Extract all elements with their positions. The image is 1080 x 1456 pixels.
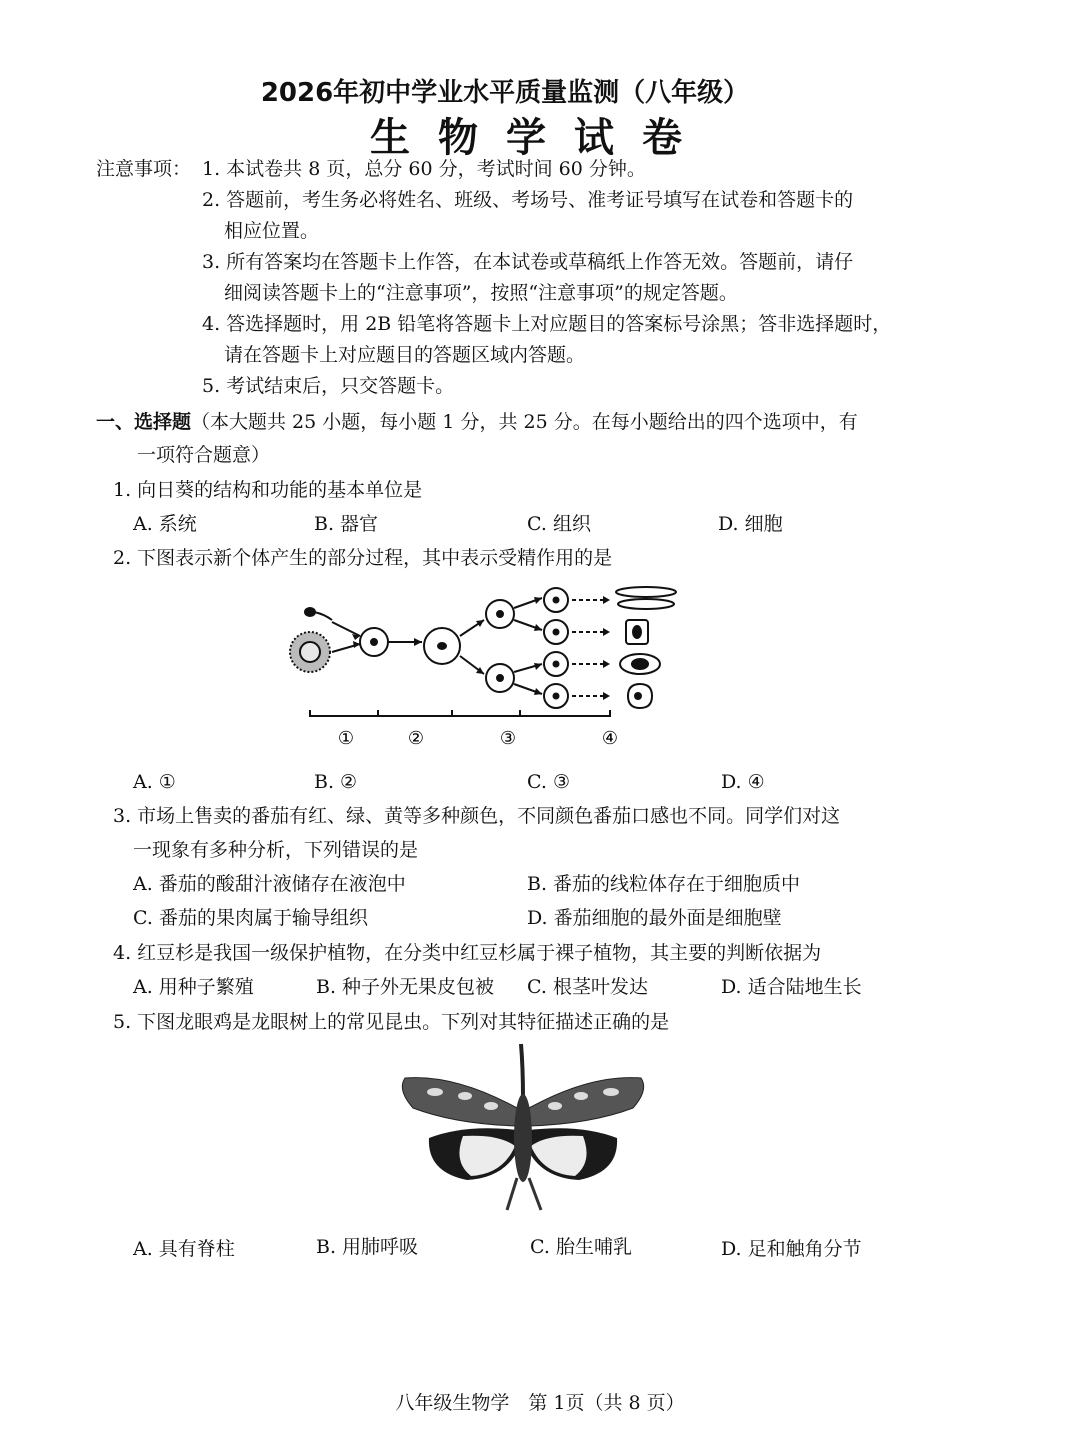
note-item: 4. 答选择题时，用 2B 铅笔将答题卡上对应题目的答案标号涂黑；答非选择题时，: [202, 313, 892, 335]
note-item: 2. 答题前，考生务必将姓名、班级、考场号、准考证号填写在试卷和答题卡的: [202, 189, 854, 211]
note-item: 1. 本试卷共 8 页，总分 60 分，考试时间 60 分钟。: [202, 158, 646, 180]
question-stem: 4. 红豆杉是我国一级保护植物，在分类中红豆杉属于裸子植物，其主要的判断依据为: [113, 942, 822, 964]
sperm-tail: [314, 612, 332, 620]
note-item: 5. 考试结束后，只交答题卡。: [202, 375, 455, 397]
insect-body: [514, 1094, 532, 1182]
option-a: A. 系统: [133, 513, 197, 535]
insect-legs: [507, 1178, 541, 1210]
sperm-head: [305, 608, 315, 616]
stage-bracket: [310, 710, 610, 716]
stage-label: ②: [407, 728, 425, 749]
option-c: C. 组织: [527, 513, 591, 535]
option-d: D. 番茄细胞的最外面是细胞壁: [527, 907, 782, 929]
section-title: 一、选择题: [96, 411, 192, 433]
option-d: D. ④: [721, 771, 765, 793]
option-d: D. 适合陆地生长: [721, 976, 862, 998]
option-b: B. 种子外无果皮包被: [316, 976, 495, 998]
section-heading: [96, 410, 858, 434]
option-c: C. 胎生哺乳: [530, 1236, 632, 1258]
stage-label: ①: [337, 728, 355, 749]
notes-label: 注意事项：: [96, 158, 192, 180]
note-item: 请在答题卡上对应题目的答题区域内答题。: [224, 344, 586, 366]
cell-development-diagram: [280, 578, 700, 758]
option-d: D. 细胞: [718, 513, 783, 535]
stage-label: ④: [601, 728, 619, 749]
muscle-cell: [616, 587, 676, 597]
option-a: A. 具有脊柱: [133, 1238, 235, 1260]
right-forewing: [529, 1078, 644, 1126]
question-stem-cont: 一现象有多种分析，下列错误的是: [133, 839, 419, 861]
note-item: 3. 所有答案均在答题卡上作答，在本试卷或草稿纸上作答无效。答题前，请仔: [202, 251, 854, 273]
subject-title: 生物学试卷: [370, 115, 710, 161]
option-d: D. 足和触角分节: [721, 1238, 862, 1260]
option-b: B. 器官: [314, 513, 379, 535]
arrow: [332, 622, 360, 636]
note-item: 细阅读答题卡上的“注意事项”，按照“注意事项”的规定答题。: [224, 282, 738, 304]
lantern-bug-illustration: [395, 1038, 655, 1218]
option-c: C. 番茄的果肉属于输导组织: [133, 907, 368, 929]
egg-nucleus: [300, 642, 320, 662]
page-footer: 八年级生物学 第 1页（共 8 页）: [395, 1392, 685, 1414]
exam-title: 2026年初中学业水平质量监测（八年级）: [260, 78, 750, 108]
question-stem: 5. 下图龙眼鸡是龙眼树上的常见昆虫。下列对其特征描述正确的是: [113, 1011, 670, 1033]
stage-label: ③: [499, 728, 517, 749]
note-item: 相应位置。: [224, 220, 320, 242]
question-stem: 2. 下图表示新个体产生的部分过程，其中表示受精作用的是: [113, 547, 613, 569]
section-desc: （本大题共 25 小题，每小题 1 分，共 25 分。在每小题给出的四个选项中，有: [191, 411, 858, 433]
option-c: C. ③: [527, 771, 570, 793]
section-desc-cont: 一项符合题意）: [137, 444, 271, 466]
option-a: A. ①: [133, 771, 176, 793]
option-b: B. 用肺呼吸: [316, 1236, 419, 1258]
left-forewing: [402, 1078, 517, 1126]
option-b: B. 番茄的线粒体存在于细胞质中: [527, 873, 801, 895]
option-a: A. 番茄的酸甜汁液储存在液泡中: [133, 873, 406, 895]
option-c: C. 根茎叶发达: [527, 976, 648, 998]
question-stem: 1. 向日葵的结构和功能的基本单位是: [113, 479, 423, 501]
option-b: B. ②: [314, 771, 358, 793]
option-a: A. 用种子繁殖: [133, 976, 254, 998]
question-stem: 3. 市场上售卖的番茄有红、绿、黄等多种颜色，不同颜色番茄口感也不同。同学们对这: [113, 805, 841, 827]
